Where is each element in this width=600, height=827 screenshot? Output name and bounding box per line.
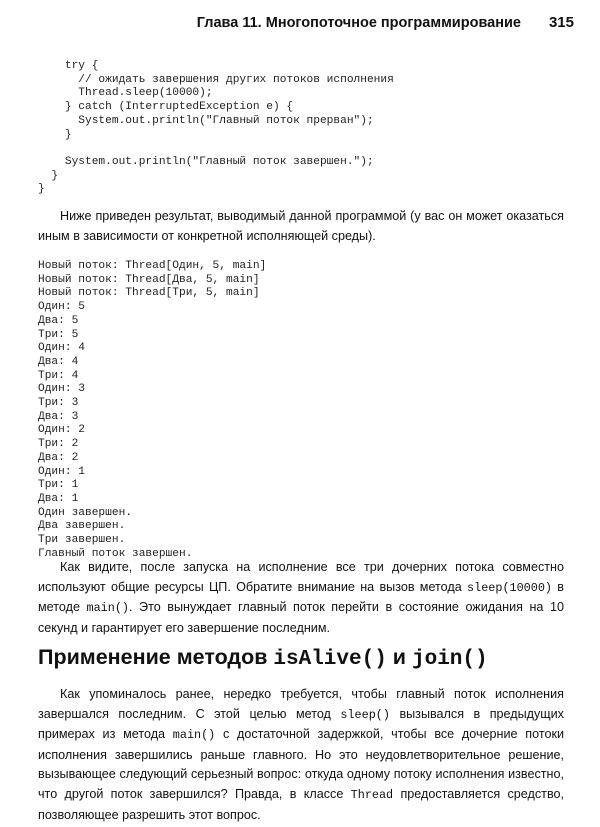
heading-code-join: join()	[411, 648, 488, 671]
section-heading: Применение методов isAlive() и join()	[38, 645, 488, 671]
program-output: Новый поток: Thread[Один, 5, main] Новый поток: Thread[Два, 5, main] Новый поток: Thread[Три, 5, main] Один: 5 Два: 5 Три: 5 Один: 4 Два: 4 Три: 4 Один: 3 Три: 3 Два: 3 Один: 2 Три: 2 Два: 2 Один: 1 Три: 1 Два: 1 Один завершен. Два завершен. Три завершен. Главный поток завершен.	[38, 260, 267, 560]
running-header	[197, 14, 574, 31]
inline-code-thread: Thread	[350, 787, 394, 802]
heading-code-isalive: isAlive()	[273, 648, 387, 671]
inline-code-sleep: sleep(10000)	[467, 580, 552, 595]
code-listing: try { // ожидать завершения других потоков исполнения Thread.sleep(10000); } catch (InterruptedException e) { System.out.println("Главный поток прерван"); } System.out.println("Главный поток завершен."); } }	[38, 60, 394, 196]
inline-code-main: main()	[86, 601, 129, 616]
page-number: 315	[548, 14, 574, 31]
paragraph-section-intro: Как упоминалось ранее, нередко требуется, чтобы главный поток исполнения завершался последним. С этой целью метод sleep() вызывался в предыдущих примерах из метода main() с достаточной задержкой, чтобы все дочерние потоки исполнения завершились раньше главного. Но это неудовлетворительное решение, вызывающее следующий серьезный вопрос: откуда одному потоку исполнения известно, что другой поток завершился? Правда, в классе Thread предоставляется средство, позволяющее разрешить этот вопрос.	[38, 687, 564, 822]
paragraph-explanation: Как видите, после запуска на исполнение все три дочерних потока совместно используют общие ресурсы ЦП. Обратите внимание на вызов метода sleep(10000) в методе main(). Это вынуждает главный поток перейти в состояние ожидания на 10 секунд и гарантирует его завершение последним.	[38, 560, 564, 635]
inline-code-main: main()	[172, 728, 216, 743]
inline-code-sleep: sleep()	[340, 707, 390, 722]
paragraph-output-intro: Ниже приведен результат, выводимый данной программой (у вас он может оказаться иным в зависимости от конкретной исполняющей среды).	[38, 209, 564, 243]
chapter-title: Глава 11. Многопоточное программирование	[196, 15, 521, 31]
